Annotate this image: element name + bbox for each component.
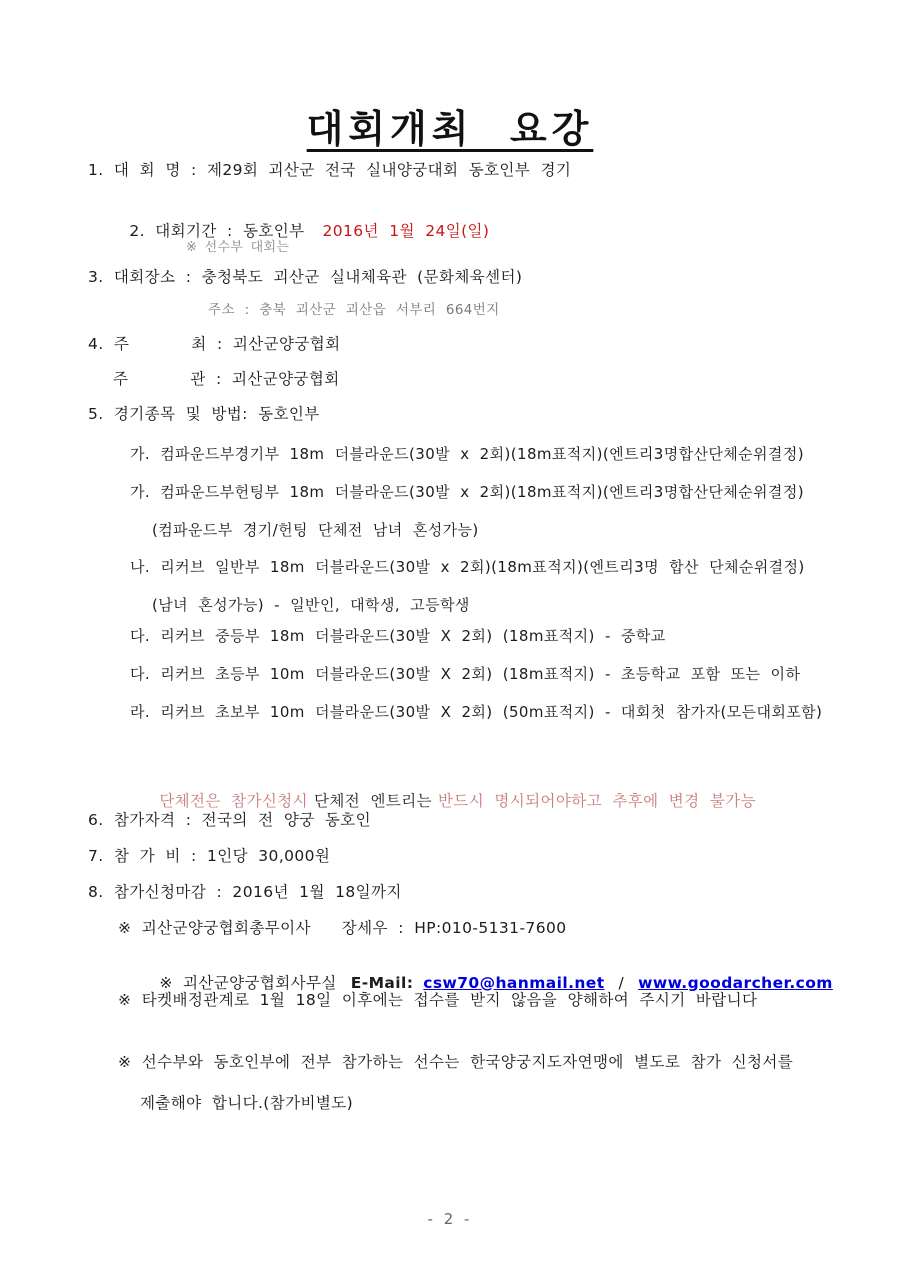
office-label: ※ 괴산군양궁협회사무실 <box>159 973 337 992</box>
item-7-entry-fee: 7. 참 가 비 : 1인당 30,000원 <box>88 847 331 865</box>
note-dual-participation-line2: 제출해야 합니다.(참가비별도) <box>140 1094 354 1112</box>
sub-item-recurve-beginner: 라. 리커브 초보부 10m 더블라운드(30발 X 2회) (50m표적지) - 대회첫 참가자(모든대회포함) <box>130 703 823 721</box>
email-label: E-Mail: <box>350 973 414 992</box>
sub-item-recurve-elementary: 다. 리커브 초등부 10m 더블라운드(30발 X 2회) (18m표적지) - 초등학교 포함 또는 이하 <box>130 665 801 683</box>
note-dual-participation-line1: ※ 선수부와 동호인부에 전부 참가하는 선수는 한국양궁지도자연맹에 별도로 참가 신청서를 <box>118 1053 794 1071</box>
document-title: 대회개최 요강 <box>306 107 594 151</box>
item-2-label: 2. 대회기간 : 동호인부 <box>129 221 305 240</box>
notice-part-3: 반드시 명시되어야하고 추후에 변경 불가능 <box>437 791 756 810</box>
email-link[interactable]: csw70@hanmail.net <box>423 973 605 992</box>
sub-item-recurve-general-note: (남녀 혼성가능) - 일반인, 대학생, 고등학생 <box>152 596 470 614</box>
item-1-event-name: 1. 대 회 명 : 제29회 괴산군 전국 실내양궁대회 동호인부 경기 <box>88 161 572 179</box>
notice-part-1: 단체전은 참가신청시 <box>159 791 308 810</box>
page-number: - 2 - <box>427 1210 473 1228</box>
item-3-venue: 3. 대회장소 : 충청북도 괴산군 실내체육관 (문화체육센터) <box>88 268 523 286</box>
item-6-eligibility: 6. 참가자격 : 전국의 전 양궁 동호인 <box>88 811 372 829</box>
item-4-host: 4. 주 최 : 괴산군양궁협회 <box>88 335 341 353</box>
notice-part-2: 단체전 엔트리는 <box>314 791 432 810</box>
item-8-deadline: 8. 참가신청마감 : 2016년 1월 18일까지 <box>88 883 402 901</box>
sub-item-compound-match: 가. 컴파운드부경기부 18m 더블라운드(30발 x 2회)(18m표적지)(엔트리3명합산단체순위결정) <box>130 445 804 463</box>
sub-item-compound-hunting: 가. 컴파운드부헌팅부 18m 더블라운드(30발 x 2회)(18m표적지)(엔트리3명합산단체순위결정) <box>130 483 804 501</box>
event-date: 2016년 1월 24일(일) <box>322 221 490 240</box>
sub-item-compound-mixed-note: (컴파운드부 경기/헌팅 단체전 남녀 혼성가능) <box>152 521 479 539</box>
sub-item-recurve-general: 나. 리커브 일반부 18m 더블라운드(30발 x 2회)(18m표적지)(엔트리3명 합산 단체순위결정) <box>130 558 805 576</box>
website-link[interactable]: www.goodarcher.com <box>638 973 833 992</box>
note-target-assignment: ※ 타켓배정관계로 1월 18일 이후에는 접수를 받지 않음을 양해하여 주시기 바랍니다 <box>118 991 758 1009</box>
link-separator: / <box>618 973 625 992</box>
item-5-events-method: 5. 경기종목 및 방법: 동호인부 <box>88 405 320 423</box>
note-contact-director: ※ 괴산군양궁협회총무이사 장세우 : HP:010-5131-7600 <box>118 919 567 937</box>
item-4-organizer: 주 관 : 괴산군양궁협회 <box>113 370 340 388</box>
venue-address: 주소 : 충북 괴산군 괴산읍 서부리 664번지 <box>208 302 500 318</box>
players-division-note: ※ 선수부 대회는 <box>186 240 290 255</box>
sub-item-recurve-middle-school: 다. 리커브 중등부 18m 더블라운드(30발 X 2회) (18m표적지) - 중학교 <box>130 627 666 645</box>
